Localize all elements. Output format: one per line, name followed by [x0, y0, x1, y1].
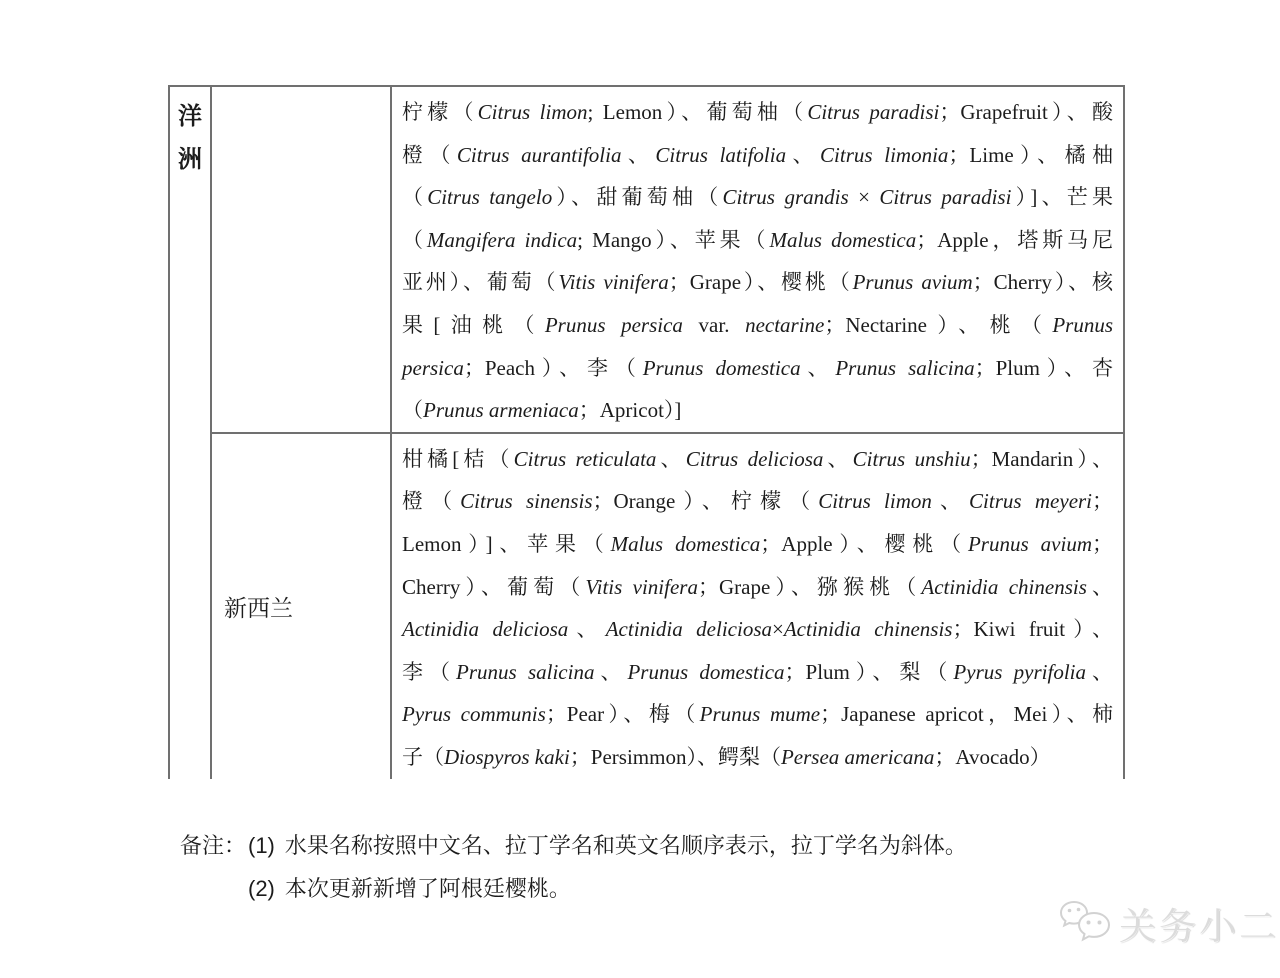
fruit-text: 李（ — [402, 659, 457, 684]
latin-name: Vitis vinifera — [585, 574, 698, 599]
fruit-text: 、 — [594, 659, 628, 684]
latin-name: Pyrus pyrifolia — [953, 659, 1087, 684]
latin-name: Prunus salicina — [456, 659, 595, 684]
note-number: (2) — [248, 876, 275, 901]
note-text: 本次更新新增了阿根廷樱桃。 — [284, 876, 571, 901]
latin-name: Citrus limon — [477, 100, 588, 124]
fruit-text: 、 — [931, 489, 970, 514]
latin-name: Actinidia chinensis — [783, 617, 953, 642]
latin-name: Mangifera indica — [426, 227, 578, 252]
table-cell-region — [170, 87, 212, 779]
note-text: 水果名称按照中文名、拉丁学名和英文名顺序表示，拉丁学名为斜体。 — [284, 833, 967, 858]
fruit-text: 、 — [621, 142, 656, 167]
fruit-line — [402, 608, 1113, 651]
latin-name: Prunus armeniaca — [423, 398, 579, 423]
fruit-text: 子（ — [402, 744, 444, 769]
latin-name: Citrus limonia — [820, 142, 949, 167]
latin-name: nectarine — [745, 312, 825, 337]
note-prefix: 备注： — [180, 833, 247, 858]
fruit-line — [402, 261, 1113, 304]
fruit-text: 、 — [1086, 574, 1113, 599]
fruit-line — [402, 438, 1113, 481]
latin-name: Prunus avium — [967, 531, 1092, 556]
fruit-line — [402, 523, 1113, 566]
fruit-text: 橙（ — [402, 489, 461, 514]
latin-name: Prunus avium — [852, 270, 973, 295]
fruit-text: ; Mango）、苹果（ — [577, 227, 770, 252]
fruit-text: （ — [402, 185, 428, 210]
fruit-line — [402, 219, 1113, 262]
latin-name: Persea americana — [780, 744, 935, 769]
latin-name: Vitis vinifera — [558, 270, 669, 295]
fruit-text: 、 — [1086, 659, 1114, 684]
latin-name: Prunus domestica — [642, 355, 801, 380]
watermark-label: 关务小二 — [1119, 906, 1279, 947]
latin-name: Prunus mume — [699, 702, 821, 727]
fruit-text: 柑橘[桔（ — [402, 446, 514, 471]
fruit-text: ；Apple）、樱桃（ — [760, 531, 968, 556]
latin-name: Prunus — [1052, 312, 1113, 337]
fruit-text: 、 — [656, 446, 686, 471]
country-label: 新西兰 — [224, 594, 293, 621]
table-cell-country-empty — [212, 87, 392, 434]
fruit-text: 、 — [800, 355, 836, 380]
fruit-text: 果[油桃（ — [402, 312, 545, 337]
fruit-line — [402, 347, 1113, 390]
fruit-text: ；Plum）、杏 — [974, 355, 1113, 380]
fruit-text: × — [848, 185, 880, 210]
latin-name: Diospyros kaki — [444, 744, 570, 769]
fruit-text: 亚州）、葡萄（ — [402, 270, 559, 295]
fruit-line — [402, 736, 1113, 779]
watermark — [1058, 896, 1279, 950]
fruit-text: ； — [1091, 531, 1113, 556]
fruit-text: ；Grape）、樱桃（ — [668, 270, 853, 295]
latin-name: Citrus latifolia — [655, 142, 787, 167]
fruit-text: ；Pear）、梅（ — [545, 702, 700, 727]
latin-name: Citrus reticulata — [513, 446, 657, 471]
fruit-line — [402, 389, 1113, 432]
fruit-text: ；Plum）、梨（ — [784, 659, 954, 684]
fruit-line — [402, 91, 1113, 134]
latin-name: Citrus sinensis — [460, 489, 593, 514]
latin-name: Actinidia chinensis — [921, 574, 1087, 599]
region-char: 洋 — [178, 103, 202, 130]
note-item-1 — [180, 830, 1120, 862]
latin-name: Malus domestica — [769, 227, 917, 252]
latin-name: Prunus salicina — [835, 355, 975, 380]
fruit-text: 橙（ — [402, 142, 457, 167]
fruit-text: ；Grapefruit）、酸 — [939, 100, 1113, 124]
fruit-text: ; Lemon）、葡萄柚（ — [587, 100, 808, 124]
fruit-text: （ — [402, 398, 423, 423]
note-indent — [180, 873, 248, 905]
latin-name: Prunus domestica — [627, 659, 785, 684]
fruit-text: ）]、芒果 — [1011, 185, 1114, 210]
fruit-text: ；Avocado） — [934, 744, 1051, 769]
latin-name: Citrus paradisi — [879, 185, 1012, 210]
fruit-line — [402, 176, 1113, 219]
fruit-line — [402, 480, 1113, 523]
fruit-text: ；Apricot）] — [578, 398, 682, 423]
fruit-line — [402, 693, 1113, 736]
fruit-text: Lemon）]、苹果（ — [402, 531, 611, 556]
latin-name: Citrus tangelo — [427, 185, 553, 210]
fruit-text: （ — [402, 227, 427, 252]
fruit-line — [402, 566, 1113, 609]
latin-name: persica — [402, 355, 464, 380]
latin-name: Citrus deliciosa — [685, 446, 824, 471]
notes-section — [180, 830, 1120, 916]
latin-name: Pyrus communis — [402, 702, 546, 727]
table-cell-country-new-zealand — [212, 434, 392, 779]
fruit-text: ；Japanese apricot，Mei）、柿 — [820, 702, 1114, 727]
fruit-text: 、 — [823, 446, 853, 471]
table-cell-fruit-list-2 — [392, 434, 1123, 779]
latin-name: Citrus grandis — [722, 185, 849, 210]
fruit-text: Cherry）、葡萄（ — [402, 574, 586, 599]
fruit-text: × — [772, 617, 784, 642]
latin-name: Citrus meyeri — [969, 489, 1093, 514]
fruit-text: ）、甜葡萄柚（ — [552, 185, 723, 210]
fruit-line — [402, 134, 1113, 177]
latin-name: Prunus persica — [544, 312, 683, 337]
fruit-text: 柠檬（ — [402, 100, 478, 124]
table-cell-fruit-list-1 — [392, 87, 1123, 434]
fruit-text: 、 — [568, 617, 606, 642]
latin-name: Malus domestica — [610, 531, 761, 556]
latin-name: Actinidia deliciosa — [605, 617, 772, 642]
chat-bubbles-icon — [1058, 899, 1114, 947]
latin-name: Citrus unshiu — [852, 446, 971, 471]
fruit-text: ； — [1092, 489, 1114, 514]
fruit-text: ；Lime）、橘柚 — [948, 142, 1114, 167]
fruit-text: ；Apple，塔斯马尼 — [916, 227, 1113, 252]
latin-name: Actinidia deliciosa — [402, 617, 569, 642]
fruit-text: ；Orange）、柠檬（ — [592, 489, 819, 514]
fruit-text: ；Nectarine）、桃（ — [824, 312, 1053, 337]
fruit-text: ；Peach）、李（ — [463, 355, 643, 380]
fruit-text: ；Persimmon）、鳄梨（ — [569, 744, 781, 769]
fruit-text: var. — [682, 312, 746, 337]
fruit-text: ；Grape）、猕猴桃（ — [697, 574, 922, 599]
region-char: 洲 — [178, 146, 202, 173]
note-number: (1) — [248, 833, 275, 858]
latin-name: Citrus paradisi — [807, 100, 940, 124]
fruit-text: ；Kiwi fruit）、 — [952, 617, 1114, 642]
fruit-line — [402, 651, 1113, 694]
latin-name: Citrus limon — [818, 489, 932, 514]
fruit-text: ；Mandarin）、 — [970, 446, 1113, 471]
fruit-text: ；Cherry）、核 — [972, 270, 1114, 295]
latin-name: Citrus aurantifolia — [456, 142, 622, 167]
fruit-text: 、 — [786, 142, 821, 167]
fruit-import-table — [168, 85, 1125, 779]
note-item-2 — [180, 873, 1120, 905]
fruit-line — [402, 304, 1113, 347]
